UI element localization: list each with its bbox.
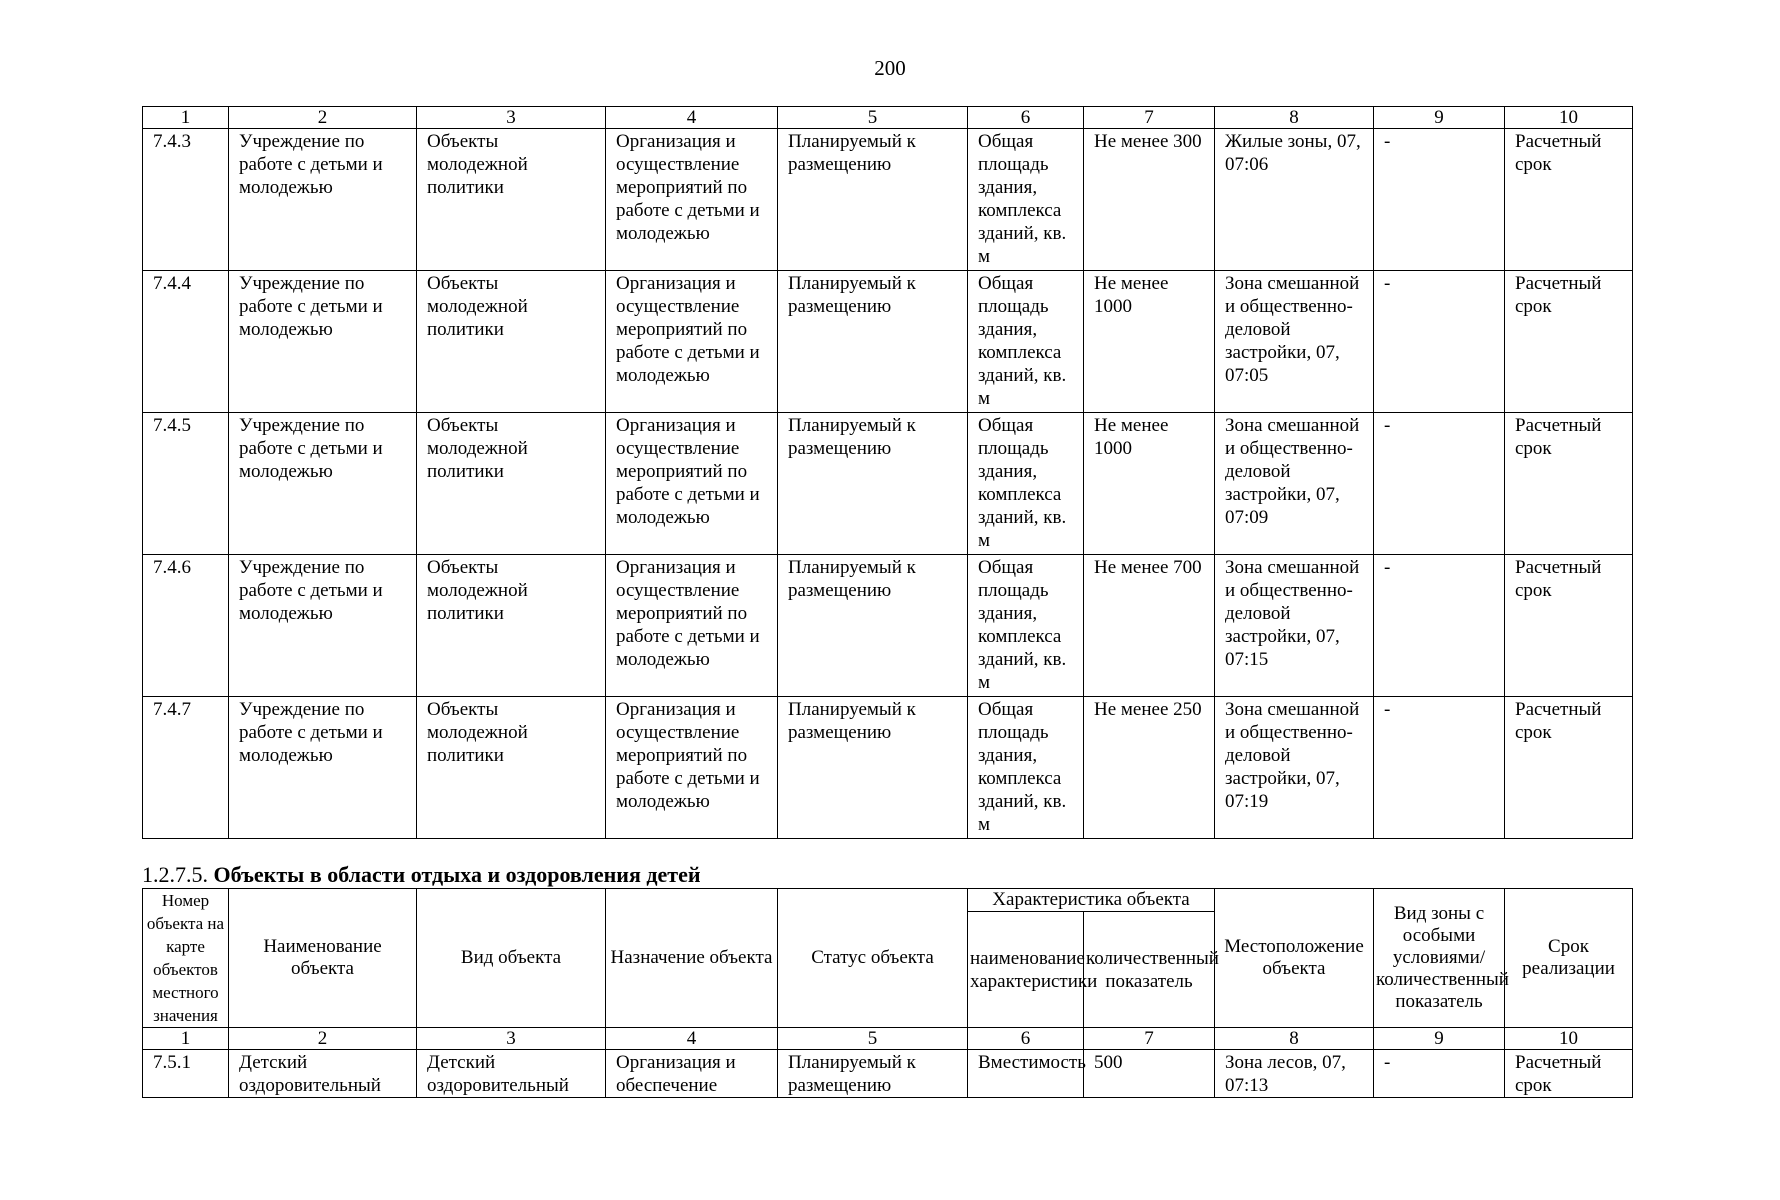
column-number: 5 <box>778 1028 968 1050</box>
object-purpose-cell: Организация и осуществление мероприятий по работе с детьми и молодежью <box>606 413 778 555</box>
term-cell: Расчетный срок <box>1505 129 1633 271</box>
column-number-row <box>143 107 1633 129</box>
table-row <box>143 129 1633 271</box>
term-cell: Расчетный срок <box>1505 697 1633 839</box>
column-number: 4 <box>606 107 778 129</box>
column-number: 2 <box>229 107 417 129</box>
column-number: 4 <box>606 1028 778 1050</box>
object-status-cell: Планируемый к размещению <box>778 413 968 555</box>
term-cell: Расчетный срок <box>1505 271 1633 413</box>
term-cell: Расчетный срок <box>1505 1050 1633 1098</box>
object-status-cell: Планируемый к размещению <box>778 271 968 413</box>
header-characteristic-value: количественный показатель <box>1084 912 1215 1028</box>
header-object-kind: Вид объекта <box>417 889 606 1028</box>
characteristic-value-cell: 500 <box>1084 1050 1215 1098</box>
object-kind-cell: Объекты молодежной политики <box>417 697 606 839</box>
column-number: 6 <box>968 1028 1084 1050</box>
column-number: 8 <box>1215 1028 1374 1050</box>
header-object-status: Статус объекта <box>778 889 968 1028</box>
column-number: 1 <box>143 107 229 129</box>
object-kind-cell: Объекты молодежной политики <box>417 413 606 555</box>
term-cell: Расчетный срок <box>1505 413 1633 555</box>
zone-cell: - <box>1374 697 1505 839</box>
characteristic-value-cell: Не менее 300 <box>1084 129 1215 271</box>
object-purpose-cell: Организация и осуществление мероприятий по работе с детьми и молодежью <box>606 271 778 413</box>
column-number: 10 <box>1505 1028 1633 1050</box>
characteristic-name-cell: Общая площадь здания, комплекса зданий, кв. м <box>968 129 1084 271</box>
location-cell: Зона смешанной и общественно-деловой застройки, 07, 07:19 <box>1215 697 1374 839</box>
term-cell: Расчетный срок <box>1505 555 1633 697</box>
column-number: 6 <box>968 107 1084 129</box>
table-row <box>143 271 1633 413</box>
zone-cell: - <box>1374 129 1505 271</box>
table-row <box>143 413 1633 555</box>
section-title: Объекты в области отдыха и оздоровления детей <box>213 862 701 887</box>
header-object-name: Наименование объекта <box>229 889 417 1028</box>
characteristic-name-cell: Вместимость <box>968 1050 1084 1098</box>
column-number-row <box>143 1028 1633 1050</box>
column-number: 7 <box>1084 107 1215 129</box>
section-heading <box>142 862 701 888</box>
characteristic-value-cell: Не менее 1000 <box>1084 271 1215 413</box>
column-number: 1 <box>143 1028 229 1050</box>
characteristic-name-cell: Общая площадь здания, комплекса зданий, кв. м <box>968 697 1084 839</box>
object-number-cell: 7.4.7 <box>143 697 229 839</box>
object-status-cell: Планируемый к размещению <box>778 1050 968 1098</box>
object-number-cell: 7.4.4 <box>143 271 229 413</box>
column-number: 5 <box>778 107 968 129</box>
location-cell: Зона смешанной и общественно-деловой застройки, 07, 07:05 <box>1215 271 1374 413</box>
object-status-cell: Планируемый к размещению <box>778 555 968 697</box>
object-name-cell: Учреждение по работе с детьми и молодежью <box>229 555 417 697</box>
object-purpose-cell: Организация и осуществление мероприятий по работе с детьми и молодежью <box>606 129 778 271</box>
object-kind-cell: Объекты молодежной политики <box>417 129 606 271</box>
zone-cell: - <box>1374 1050 1505 1098</box>
characteristic-value-cell: Не менее 1000 <box>1084 413 1215 555</box>
page-number: 200 <box>874 56 906 80</box>
zone-cell: - <box>1374 413 1505 555</box>
column-number: 2 <box>229 1028 417 1050</box>
zone-cell: - <box>1374 555 1505 697</box>
header-characteristic-name: наименование характеристики <box>968 912 1084 1028</box>
header-term: Срок реализации <box>1505 889 1633 1028</box>
header-characteristic-group: Характеристика объекта <box>968 889 1215 912</box>
location-cell: Жилые зоны, 07, 07:06 <box>1215 129 1374 271</box>
object-kind-cell: Объекты молодежной политики <box>417 271 606 413</box>
table-row <box>143 697 1633 839</box>
objects-table-youth <box>142 106 1633 839</box>
section-number: 1.2.7.5. <box>142 862 208 887</box>
characteristic-name-cell: Общая площадь здания, комплекса зданий, кв. м <box>968 271 1084 413</box>
location-cell: Зона смешанной и общественно-деловой застройки, 07, 07:09 <box>1215 413 1374 555</box>
column-number: 3 <box>417 1028 606 1050</box>
object-number-cell: 7.5.1 <box>143 1050 229 1098</box>
object-name-cell: Учреждение по работе с детьми и молодежью <box>229 129 417 271</box>
object-status-cell: Планируемый к размещению <box>778 697 968 839</box>
column-number: 8 <box>1215 107 1374 129</box>
object-name-cell: Учреждение по работе с детьми и молодежью <box>229 697 417 839</box>
header-object-number: Номер объекта на карте объектов местного значения <box>143 889 229 1028</box>
object-purpose-cell: Организация и обеспечение <box>606 1050 778 1098</box>
header-zone: Вид зоны с особыми условиями/ количественный показатель <box>1374 889 1505 1028</box>
object-status-cell: Планируемый к размещению <box>778 129 968 271</box>
header-row <box>143 889 1633 912</box>
zone-cell: - <box>1374 271 1505 413</box>
object-number-cell: 7.4.5 <box>143 413 229 555</box>
object-number-cell: 7.4.6 <box>143 555 229 697</box>
column-number: 10 <box>1505 107 1633 129</box>
location-cell: Зона лесов, 07, 07:13 <box>1215 1050 1374 1098</box>
objects-table-children-recreation <box>142 888 1633 1098</box>
header-object-purpose: Назначение объекта <box>606 889 778 1028</box>
column-number: 9 <box>1374 107 1505 129</box>
header-location: Местоположение объекта <box>1215 889 1374 1028</box>
characteristic-value-cell: Не менее 700 <box>1084 555 1215 697</box>
characteristic-value-cell: Не менее 250 <box>1084 697 1215 839</box>
table-row <box>143 555 1633 697</box>
location-cell: Зона смешанной и общественно-деловой застройки, 07, 07:15 <box>1215 555 1374 697</box>
object-name-cell: Детский оздоровительный <box>229 1050 417 1098</box>
object-purpose-cell: Организация и осуществление мероприятий по работе с детьми и молодежью <box>606 697 778 839</box>
object-name-cell: Учреждение по работе с детьми и молодежью <box>229 271 417 413</box>
object-number-cell: 7.4.3 <box>143 129 229 271</box>
object-kind-cell: Объекты молодежной политики <box>417 555 606 697</box>
object-name-cell: Учреждение по работе с детьми и молодежью <box>229 413 417 555</box>
object-purpose-cell: Организация и осуществление мероприятий по работе с детьми и молодежью <box>606 555 778 697</box>
column-number: 7 <box>1084 1028 1215 1050</box>
column-number: 9 <box>1374 1028 1505 1050</box>
table-row <box>143 1050 1633 1098</box>
characteristic-name-cell: Общая площадь здания, комплекса зданий, кв. м <box>968 555 1084 697</box>
column-number: 3 <box>417 107 606 129</box>
characteristic-name-cell: Общая площадь здания, комплекса зданий, кв. м <box>968 413 1084 555</box>
object-kind-cell: Детский оздоровительный <box>417 1050 606 1098</box>
